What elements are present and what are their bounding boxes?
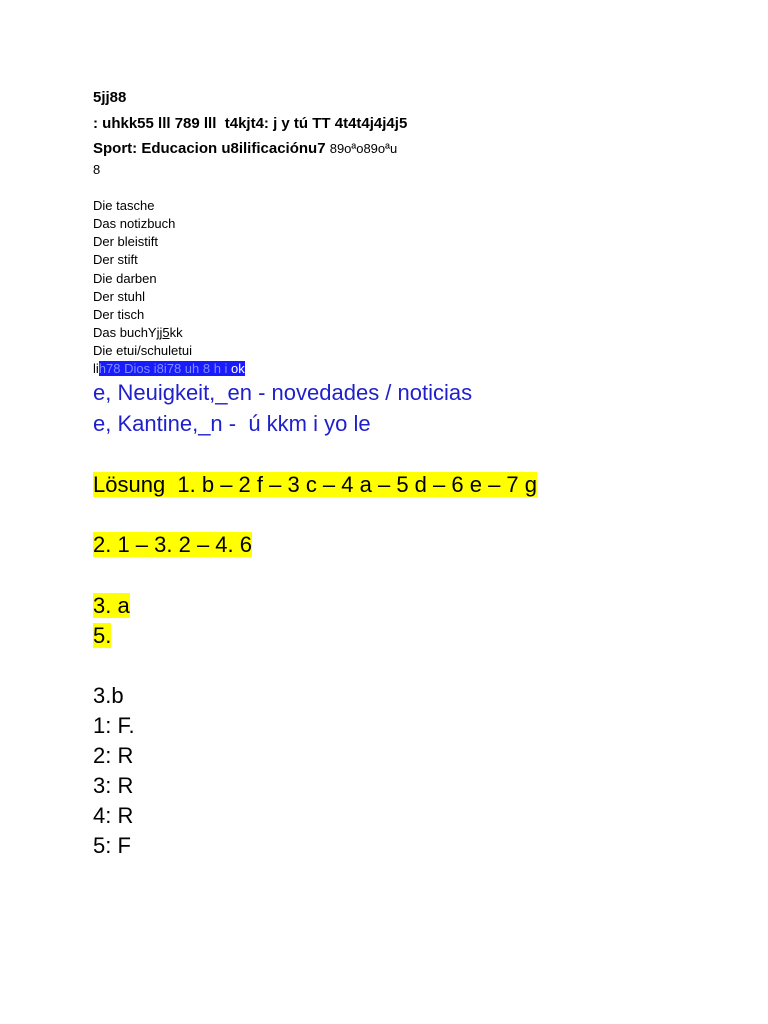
phrase-kantine: e, Kantine,_n - ú kkm i yo le [93, 411, 371, 436]
underlined-char: 5 [162, 325, 170, 340]
line-8: 8 [93, 162, 101, 177]
heading-line-2: : uhkk55 lll 789 lll t4kjt4: j y tú TT 4t4t4j4j4j5 [93, 115, 408, 132]
heading-line-3 [93, 140, 397, 158]
highlighted-text: Lösung 1. b – 2 f – 3 c – 4 a – 5 d – 6 e – 7 g [93, 472, 537, 497]
vocab-item: Der tisch [93, 307, 145, 322]
answer-2 [93, 532, 252, 558]
vocab-item: Der stuhl [93, 289, 146, 304]
selected-line[interactable] [93, 361, 245, 376]
highlighted-text: 5. [93, 623, 112, 648]
answer-3a [93, 593, 130, 619]
answer-item: 5: F [93, 833, 131, 858]
vocab-text: li [93, 361, 99, 376]
text-selection-end[interactable]: ok [231, 361, 245, 376]
heading-line-1: 5jj88 [93, 89, 127, 106]
vocab-text: Das buchYjj [93, 325, 163, 340]
vocab-text: kk [169, 325, 183, 340]
vocab-item: Die darben [93, 271, 157, 286]
highlighted-text: 3. a [93, 593, 130, 618]
answer-item: 3: R [93, 773, 134, 798]
answer-item: 2: R [93, 743, 134, 768]
answer-loesung [93, 472, 537, 498]
vocab-item: Die tasche [93, 198, 155, 213]
vocab-item [93, 325, 183, 340]
answer-item: 1: F. [93, 713, 135, 738]
answer-item: 4: R [93, 803, 134, 828]
vocab-item: Das notizbuch [93, 216, 176, 231]
vocab-item: Der stift [93, 252, 138, 267]
highlighted-text: 2. 1 – 3. 2 – 4. 6 [93, 532, 253, 557]
answer-3b: 3.b [93, 683, 124, 708]
phrase-neuigkeit: e, Neuigkeit,_en - novedades / noticias [93, 380, 473, 405]
sport-label: Sport: Educacion u8ilificaciónu7 [93, 140, 330, 157]
vocab-item: Der bleistift [93, 234, 159, 249]
answer-5 [93, 623, 111, 649]
sport-suffix: 89oªo89oªu [329, 141, 398, 156]
text-selection[interactable]: h78 Dios i8i78 uh 8 h i [98, 361, 232, 376]
vocab-item: Die etui/schuletui [93, 343, 192, 358]
